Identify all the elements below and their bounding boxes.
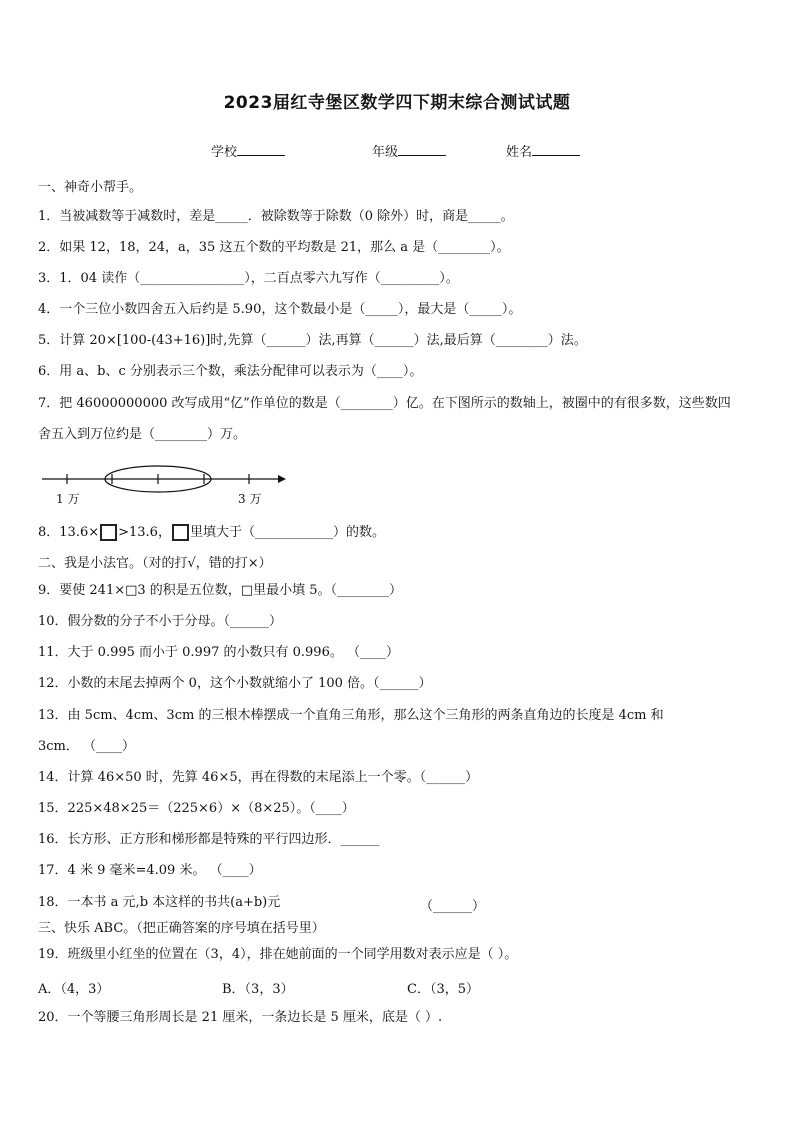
question-13-line-2: 3cm． （____） (38, 739, 136, 754)
question-12: 12．小数的末尾去掉两个 0，这个小数就缩小了 100 倍。（______） (38, 676, 432, 691)
question-19: 19．班级里小红坐的位置在（3，4），排在她前面的一个同学用数对表示应是（ ）。 (38, 947, 518, 962)
question-17: 17．4 米 9 毫米=4.09 米。 （____） (38, 863, 262, 878)
grade-label: 年级 (372, 145, 399, 160)
number-line-arrow (278, 475, 286, 483)
question-16: 16．长方形、正方形和梯形都是特殊的平行四边形．______ (38, 832, 380, 847)
question-6: 6．用 a、b、c 分别表示三个数，乘法分配律可以表示为（____）。 (38, 364, 423, 379)
question-15: 15．225×48×25＝（225×6）×（8×25）。（____） (38, 801, 355, 816)
name-blank[interactable] (532, 143, 580, 156)
question-8 (38, 524, 385, 541)
grade-blank[interactable] (398, 143, 446, 156)
question-19-option-c: C．（3，5） (407, 982, 479, 997)
right-label: 3 万 (238, 492, 262, 506)
grade-field (372, 141, 446, 160)
question-7-line-2: 舍五入到万位约是（________）万。 (38, 427, 247, 442)
question-5: 5．计算 20×[100-(43+16)]时,先算（______）法,再算（______）法,最后算（________）法。 (38, 333, 587, 348)
question-9: 9．要使 241×□3 的积是五位数，□里最小填 5。（________） (38, 583, 402, 598)
question-7-line-1: 7．把 46000000000 改写成用“亿”作单位的数是（________）亿。在下图所示的数轴上，被圈中的有很多数，这些数四 (38, 396, 731, 411)
question-11: 11．大于 0.995 而小于 0.997 的小数只有 0.996。 （____） (38, 645, 399, 660)
question-14: 14．计算 46×50 时，先算 46×5，再在得数的末尾添上一个零。（______） (38, 770, 479, 785)
answer-box-2[interactable] (172, 524, 189, 541)
question-1: 1．当被减数等于减数时，差是_____．被除数等于除数（0 除外）时，商是_____。 (38, 209, 514, 224)
name-field (506, 141, 580, 160)
question-8-part-1: 8．13.6× (38, 525, 100, 540)
question-8-part-2: >13.6， (118, 525, 171, 540)
page-title: 2023届红寺堡区数学四下期末综合测试试题 (223, 93, 571, 113)
school-field (211, 141, 285, 160)
question-3: 3．1．04 读作（________________），二百点零六九写作（_________）。 (38, 271, 459, 286)
school-blank[interactable] (237, 143, 285, 156)
question-8-part-3: 里填大于（____________）的数。 (189, 525, 385, 540)
section-2-heading: 二、我是小法官。（对的打√，错的打×） (38, 556, 272, 571)
name-label: 姓名 (506, 145, 533, 160)
question-19-option-a: A．（4，3） (38, 982, 110, 997)
school-label: 学校 (211, 145, 238, 160)
question-4: 4．一个三位小数四舍五入后约是 5.90，这个数最小是（_____），最大是（_____）。 (38, 302, 522, 317)
question-13-line-1: 13．由 5cm、4cm、3cm 的三根木棒摆成一个直角三角形，那么这个三角形的两条直角边的长度是 4cm 和 (38, 708, 664, 723)
section-1-heading: 一、神奇小帮手。 (38, 180, 143, 195)
section-3-heading: 三、快乐 ABC。（把正确答案的序号填在括号里） (38, 921, 325, 936)
question-18: 18．一本书 a 元,b 本这样的书共(a+b)元 (38, 895, 281, 910)
question-10: 10．假分数的分子不小于分母。（______） (38, 614, 283, 629)
question-2: 2．如果 12，18，24，a，35 这五个数的平均数是 21，那么 a 是（________）。 (38, 240, 510, 255)
answer-box-1[interactable] (100, 524, 117, 541)
question-20: 20．一个等腰三角形周长是 21 厘米，一条边长是 5 厘米，底是（ ）. (38, 1010, 443, 1025)
question-19-option-b: B．（3，3） (222, 982, 294, 997)
question-18-blank: （______） (420, 899, 486, 914)
left-label: 1 万 (56, 492, 80, 506)
number-line-figure (40, 458, 290, 508)
